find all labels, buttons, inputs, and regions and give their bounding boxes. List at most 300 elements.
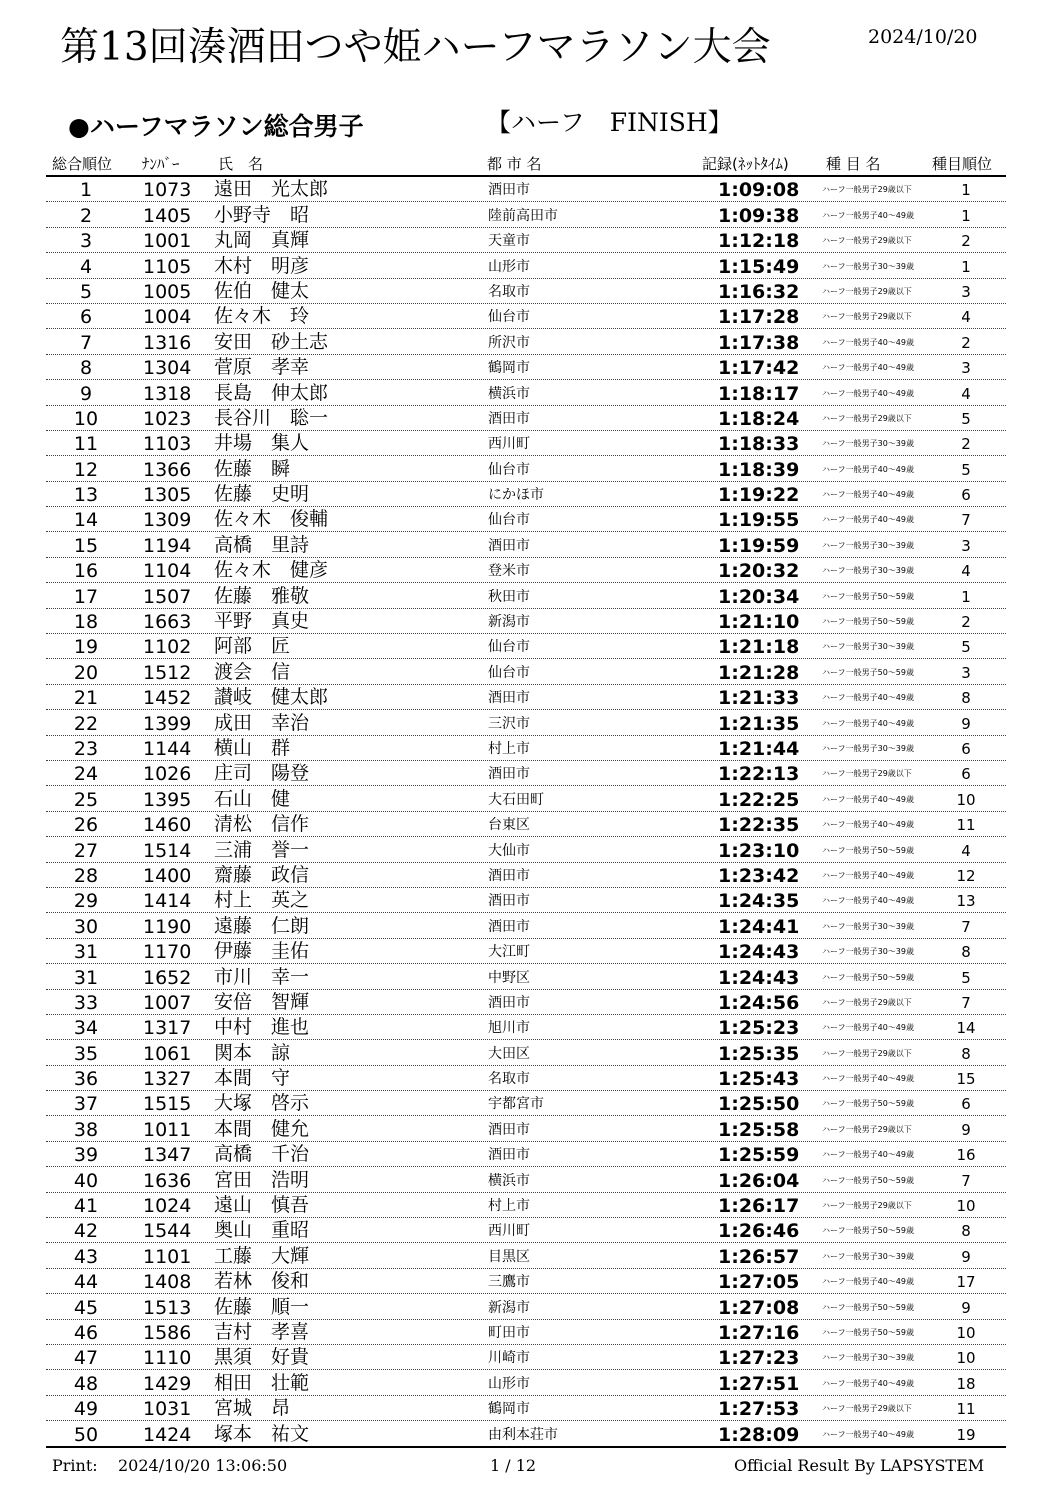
category-cell: ハーフ一般男子29歳以下 <box>822 1124 912 1134</box>
bib-cell: 1586 <box>143 1321 192 1344</box>
category-cell: ハーフ一般男子30～39歳 <box>822 642 914 652</box>
time-cell: 1:21:35 <box>718 712 800 735</box>
category-rank-cell: 5 <box>961 409 971 428</box>
category-cell: ハーフ一般男子40～49歳 <box>822 464 914 474</box>
column-header-category: 種 目 名 <box>826 155 881 173</box>
rank-cell: 50 <box>73 1423 99 1446</box>
rank-cell: 41 <box>73 1195 99 1218</box>
rank-cell: 7 <box>79 331 93 354</box>
category-rank-cell: 10 <box>956 1323 976 1342</box>
rank-cell: 10 <box>73 407 99 430</box>
category-cell: ハーフ一般男子50～59歳 <box>822 1226 914 1236</box>
table-row <box>46 304 1006 329</box>
time-cell: 1:25:23 <box>718 1017 800 1040</box>
city-cell: 名取市 <box>488 283 530 300</box>
bib-cell: 1170 <box>143 941 192 964</box>
rank-cell: 4 <box>79 255 93 278</box>
category-rank-cell: 5 <box>961 638 971 657</box>
time-cell: 1:16:32 <box>718 280 800 303</box>
table-row <box>46 228 1006 253</box>
rank-cell: 22 <box>73 712 99 735</box>
rank-cell: 36 <box>73 1068 99 1091</box>
bib-cell: 1414 <box>143 890 192 913</box>
bib-cell: 1514 <box>143 839 192 862</box>
time-cell: 1:18:24 <box>718 407 800 430</box>
category-rank-cell: 10 <box>956 1349 976 1368</box>
city-cell: 山形市 <box>488 258 530 275</box>
bib-cell: 1061 <box>143 1042 192 1065</box>
category-cell: ハーフ一般男子30～39歳 <box>822 540 914 550</box>
time-cell: 1:23:10 <box>718 839 800 862</box>
bib-cell: 1347 <box>143 1144 192 1167</box>
city-cell: 仙台市 <box>488 664 530 681</box>
city-cell: 旭川市 <box>488 1020 530 1037</box>
name-cell: 佐藤 順一 <box>214 1295 310 1318</box>
table-row <box>46 964 1006 989</box>
table-row <box>46 1218 1006 1243</box>
column-header-name: 氏 名 <box>218 155 264 173</box>
time-cell: 1:27:16 <box>718 1321 800 1344</box>
table-row <box>46 1294 1006 1319</box>
rank-cell: 6 <box>79 306 93 329</box>
table-row <box>46 786 1006 811</box>
bib-cell: 1544 <box>143 1220 192 1243</box>
city-cell: 秋田市 <box>488 588 530 605</box>
name-cell: 関本 諒 <box>214 1041 291 1064</box>
table-row <box>46 202 1006 227</box>
category-cell: ハーフ一般男子50～59歳 <box>822 617 914 627</box>
time-cell: 1:18:39 <box>718 458 800 481</box>
city-cell: 大石田町 <box>488 791 544 808</box>
category-rank-cell: 3 <box>961 663 971 682</box>
name-cell: 高橋 千治 <box>214 1143 310 1166</box>
bib-cell: 1327 <box>143 1068 192 1091</box>
time-cell: 1:22:13 <box>718 763 800 786</box>
city-cell: 大仙市 <box>488 842 530 859</box>
bib-cell: 1007 <box>143 991 192 1014</box>
category-cell: ハーフ一般男子40～49歳 <box>822 1429 914 1439</box>
rank-cell: 45 <box>73 1296 99 1319</box>
name-cell: 長島 伸太郎 <box>214 381 329 404</box>
bib-cell: 1652 <box>143 966 192 989</box>
bib-cell: 1318 <box>143 382 192 405</box>
category-rank-cell: 17 <box>956 1273 976 1292</box>
category-cell: ハーフ一般男子50～59歳 <box>822 591 914 601</box>
table-row <box>46 1320 1006 1345</box>
name-cell: 本間 健允 <box>214 1117 310 1140</box>
category-rank-cell: 3 <box>961 282 971 301</box>
table-row <box>46 685 1006 710</box>
city-cell: 仙台市 <box>488 639 530 656</box>
rank-cell: 20 <box>73 661 99 684</box>
category-rank-cell: 4 <box>961 384 971 403</box>
rank-cell: 40 <box>73 1169 99 1192</box>
name-cell: 讃岐 健太郎 <box>214 686 329 709</box>
table-row <box>46 1243 1006 1268</box>
credit: Official Result By LAPSYSTEM <box>734 1456 985 1475</box>
name-cell: 成田 幸治 <box>214 711 310 734</box>
table-row <box>46 634 1006 659</box>
city-cell: 名取市 <box>488 1071 530 1088</box>
rank-cell: 24 <box>73 763 99 786</box>
column-header-category-rank: 種目順位 <box>932 155 993 173</box>
bib-cell: 1305 <box>143 484 192 507</box>
name-cell: 市川 幸一 <box>214 965 310 988</box>
bib-cell: 1101 <box>143 1245 192 1268</box>
rank-cell: 3 <box>79 230 93 253</box>
category-cell: ハーフ一般男子50～59歳 <box>822 1302 914 1312</box>
name-cell: 小野寺 昭 <box>214 203 310 226</box>
city-cell: 天童市 <box>488 233 530 250</box>
time-cell: 1:18:33 <box>718 433 800 456</box>
time-cell: 1:27:53 <box>718 1398 800 1421</box>
name-cell: 伊藤 圭佑 <box>214 940 310 963</box>
category-rank-cell: 11 <box>956 1400 976 1419</box>
bib-cell: 1316 <box>143 331 192 354</box>
bib-cell: 1104 <box>143 560 192 583</box>
table-row <box>46 279 1006 304</box>
time-cell: 1:21:44 <box>718 737 800 760</box>
table-row <box>46 1066 1006 1091</box>
city-cell: 宇都宮市 <box>488 1096 544 1113</box>
city-cell: 目黒区 <box>488 1248 530 1265</box>
bib-cell: 1424 <box>143 1423 192 1446</box>
footer-rule <box>46 1446 1006 1448</box>
category-cell: ハーフ一般男子40～49歳 <box>822 896 914 906</box>
rank-cell: 44 <box>73 1271 99 1294</box>
time-cell: 1:24:56 <box>718 991 800 1014</box>
table-row <box>46 380 1006 405</box>
bib-cell: 1309 <box>143 509 192 532</box>
category-cell: ハーフ一般男子30～39歳 <box>822 439 914 449</box>
name-cell: 奥山 重昭 <box>214 1219 310 1242</box>
table-row <box>46 406 1006 431</box>
category-rank-cell: 4 <box>961 562 971 581</box>
time-cell: 1:24:43 <box>718 941 800 964</box>
time-cell: 1:21:28 <box>718 661 800 684</box>
category-rank-cell: 13 <box>956 892 976 911</box>
rank-cell: 19 <box>73 636 99 659</box>
time-cell: 1:24:35 <box>718 890 800 913</box>
name-cell: 高橋 里詩 <box>214 533 310 556</box>
category-rank-cell: 8 <box>961 1044 971 1063</box>
city-cell: 酒田市 <box>488 410 530 427</box>
category-rank-cell: 5 <box>961 968 971 987</box>
bib-cell: 1190 <box>143 915 192 938</box>
time-cell: 1:26:57 <box>718 1245 800 1268</box>
table-row <box>46 1269 1006 1294</box>
time-cell: 1:27:08 <box>718 1296 800 1319</box>
category-cell: ハーフ一般男子40～49歳 <box>822 515 914 525</box>
category-rank-cell: 10 <box>956 1197 976 1216</box>
category-rank-cell: 2 <box>961 232 971 251</box>
category-cell: ハーフ一般男子29歳以下 <box>822 413 912 423</box>
city-cell: 酒田市 <box>488 994 530 1011</box>
table-row <box>46 1040 1006 1065</box>
rank-cell: 46 <box>73 1321 99 1344</box>
table-row <box>46 761 1006 786</box>
name-cell: 菅原 孝幸 <box>214 356 310 379</box>
city-cell: 三沢市 <box>488 715 530 732</box>
rank-cell: 47 <box>73 1347 99 1370</box>
time-cell: 1:19:59 <box>718 534 800 557</box>
category-rank-cell: 8 <box>961 689 971 708</box>
name-cell: 大塚 啓示 <box>214 1092 310 1115</box>
city-cell: 酒田市 <box>488 537 530 554</box>
time-cell: 1:20:34 <box>718 585 800 608</box>
time-cell: 1:12:18 <box>718 230 800 253</box>
rank-cell: 37 <box>73 1093 99 1116</box>
table-row <box>46 1142 1006 1167</box>
bib-cell: 1026 <box>143 763 192 786</box>
name-cell: 佐々木 健彦 <box>214 559 329 582</box>
name-cell: 平野 真史 <box>214 610 310 633</box>
category-rank-cell: 12 <box>956 866 976 885</box>
time-cell: 1:27:23 <box>718 1347 800 1370</box>
name-cell: 中村 進也 <box>214 1016 310 1039</box>
time-cell: 1:25:50 <box>718 1093 800 1116</box>
category-cell: ハーフ一般男子30～39歳 <box>822 566 914 576</box>
category-cell: ハーフ一般男子40～49歳 <box>822 1023 914 1033</box>
category-rank-cell: 16 <box>956 1146 976 1165</box>
name-cell: 宮城 昂 <box>214 1397 291 1420</box>
time-cell: 1:26:04 <box>718 1169 800 1192</box>
time-cell: 1:27:05 <box>718 1271 800 1294</box>
name-cell: 佐伯 健太 <box>214 279 310 302</box>
table-row <box>46 736 1006 761</box>
category-cell: ハーフ一般男子30～39歳 <box>822 921 914 931</box>
rank-cell: 39 <box>73 1144 99 1167</box>
city-cell: 新潟市 <box>488 614 530 631</box>
table-row <box>46 710 1006 735</box>
time-cell: 1:17:38 <box>718 331 800 354</box>
time-cell: 1:09:08 <box>718 179 800 202</box>
name-cell: 佐々木 玲 <box>214 305 310 328</box>
column-header-rank: 総合順位 <box>52 155 113 173</box>
name-cell: 相田 壮範 <box>214 1371 310 1394</box>
bib-cell: 1023 <box>143 407 192 430</box>
city-cell: 村上市 <box>488 1198 530 1215</box>
category-rank-cell: 4 <box>961 308 971 327</box>
category-rank-cell: 15 <box>956 1070 976 1089</box>
rank-cell: 14 <box>73 509 99 532</box>
rank-cell: 26 <box>73 814 99 837</box>
time-cell: 1:23:42 <box>718 864 800 887</box>
time-cell: 1:19:22 <box>718 484 800 507</box>
rank-cell: 16 <box>73 560 99 583</box>
name-cell: 丸岡 真輝 <box>214 229 310 252</box>
table-row <box>46 456 1006 481</box>
rank-cell: 48 <box>73 1372 99 1395</box>
rank-cell: 23 <box>73 737 99 760</box>
rank-cell: 28 <box>73 864 99 887</box>
city-cell: 西川町 <box>488 436 530 453</box>
category-cell: ハーフ一般男子30～39歳 <box>822 743 914 753</box>
table-row <box>46 990 1006 1015</box>
category-rank-cell: 19 <box>956 1425 976 1444</box>
category-cell: ハーフ一般男子40～49歳 <box>822 337 914 347</box>
bib-cell: 1513 <box>143 1296 192 1319</box>
table-row <box>46 939 1006 964</box>
bib-cell: 1031 <box>143 1398 192 1421</box>
category-cell: ハーフ一般男子40～49歳 <box>822 794 914 804</box>
bib-cell: 1452 <box>143 687 192 710</box>
city-cell: にかほ市 <box>488 487 544 504</box>
category-cell: ハーフ一般男子29歳以下 <box>822 769 912 779</box>
rank-cell: 42 <box>73 1220 99 1243</box>
time-cell: 1:17:28 <box>718 306 800 329</box>
category-rank-cell: 9 <box>961 1120 971 1139</box>
rank-cell: 21 <box>73 687 99 710</box>
name-cell: 遠山 慎吾 <box>214 1194 310 1217</box>
city-cell: 陸前高田市 <box>488 207 558 224</box>
bib-cell: 1366 <box>143 458 192 481</box>
city-cell: 仙台市 <box>488 309 530 326</box>
category-rank-cell: 1 <box>961 587 971 606</box>
rank-cell: 30 <box>73 915 99 938</box>
name-cell: 長谷川 聡一 <box>214 406 329 429</box>
category-cell: ハーフ一般男子40～49歳 <box>822 388 914 398</box>
table-row <box>46 1370 1006 1395</box>
city-cell: 由利本荘市 <box>488 1426 558 1443</box>
rank-cell: 15 <box>73 534 99 557</box>
category-cell: ハーフ一般男子40～49歳 <box>822 1277 914 1287</box>
bib-cell: 1194 <box>143 534 192 557</box>
name-cell: 宮田 浩明 <box>214 1168 310 1191</box>
category-cell: ハーフ一般男子29歳以下 <box>822 185 912 195</box>
category-rank-cell: 7 <box>961 511 971 530</box>
bib-cell: 1636 <box>143 1169 192 1192</box>
category-rank-cell: 1 <box>961 257 971 276</box>
bib-cell: 1400 <box>143 864 192 887</box>
category-rank-cell: 5 <box>961 460 971 479</box>
category-rank-cell: 2 <box>961 333 971 352</box>
city-cell: 酒田市 <box>488 893 530 910</box>
name-cell: 木村 明彦 <box>214 254 310 277</box>
name-cell: 齋藤 政信 <box>214 863 310 886</box>
name-cell: 渡会 信 <box>214 660 291 683</box>
city-cell: 酒田市 <box>488 766 530 783</box>
category-cell: ハーフ一般男子40～49歳 <box>822 1378 914 1388</box>
category-cell: ハーフ一般男子40～49歳 <box>822 870 914 880</box>
rank-cell: 2 <box>79 204 93 227</box>
time-cell: 1:26:17 <box>718 1195 800 1218</box>
name-cell: 横山 群 <box>214 736 291 759</box>
rank-cell: 33 <box>73 991 99 1014</box>
column-header-bib: ﾅﾝﾊﾞｰ <box>142 155 180 173</box>
category-rank-cell: 9 <box>961 1247 971 1266</box>
category-cell: ハーフ一般男子40～49歳 <box>822 693 914 703</box>
time-cell: 1:17:42 <box>718 357 800 380</box>
time-cell: 1:22:35 <box>718 814 800 837</box>
time-cell: 1:27:51 <box>718 1372 800 1395</box>
bib-cell: 1408 <box>143 1271 192 1294</box>
category-rank-cell: 6 <box>961 765 971 784</box>
name-cell: 石山 健 <box>214 787 291 810</box>
table-row <box>46 558 1006 583</box>
category-cell: ハーフ一般男子30～39歳 <box>822 1251 914 1261</box>
category-rank-cell: 8 <box>961 1222 971 1241</box>
time-cell: 1:21:33 <box>718 687 800 710</box>
name-cell: 三浦 誉一 <box>214 838 310 861</box>
rank-cell: 34 <box>73 1017 99 1040</box>
bib-cell: 1399 <box>143 712 192 735</box>
category-cell: ハーフ一般男子40～49歳 <box>822 1074 914 1084</box>
city-cell: 大江町 <box>488 944 530 961</box>
bib-cell: 1102 <box>143 636 192 659</box>
table-row <box>46 1345 1006 1370</box>
rank-cell: 31 <box>73 966 99 989</box>
bib-cell: 1395 <box>143 788 192 811</box>
time-cell: 1:22:25 <box>718 788 800 811</box>
category-cell: ハーフ一般男子50～59歳 <box>822 667 914 677</box>
time-cell: 1:15:49 <box>718 255 800 278</box>
time-cell: 1:25:59 <box>718 1144 800 1167</box>
city-cell: 横浜市 <box>488 1172 530 1189</box>
category-cell: ハーフ一般男子40～49歳 <box>822 718 914 728</box>
city-cell: 三鷹市 <box>488 1274 530 1291</box>
table-row <box>46 355 1006 380</box>
category-rank-cell: 6 <box>961 1095 971 1114</box>
category-rank-cell: 4 <box>961 841 971 860</box>
category-rank-cell: 14 <box>956 1019 976 1038</box>
category-cell: ハーフ一般男子29歳以下 <box>822 1404 912 1414</box>
category-rank-cell: 7 <box>961 917 971 936</box>
category-cell: ハーフ一般男子50～59歳 <box>822 845 914 855</box>
category-cell: ハーフ一般男子50～59歳 <box>822 1327 914 1337</box>
bib-cell: 1110 <box>143 1347 192 1370</box>
rank-cell: 43 <box>73 1245 99 1268</box>
name-cell: 安倍 智輝 <box>214 990 310 1013</box>
table-row <box>46 431 1006 456</box>
category-cell: ハーフ一般男子29歳以下 <box>822 312 912 322</box>
city-cell: 酒田市 <box>488 867 530 884</box>
category-cell: ハーフ一般男子50～59歳 <box>822 1099 914 1109</box>
category-rank-cell: 6 <box>961 486 971 505</box>
rank-cell: 31 <box>73 941 99 964</box>
category-rank-cell: 3 <box>961 359 971 378</box>
rank-cell: 13 <box>73 484 99 507</box>
bib-cell: 1144 <box>143 737 192 760</box>
name-cell: 佐藤 史明 <box>214 483 310 506</box>
category-cell: ハーフ一般男子40～49歳 <box>822 1150 914 1160</box>
category-rank-cell: 2 <box>961 435 971 454</box>
category-rank-cell: 3 <box>961 536 971 555</box>
city-cell: 大田区 <box>488 1045 530 1062</box>
table-row <box>46 659 1006 684</box>
name-cell: 塚本 祐文 <box>214 1422 310 1445</box>
table-row <box>46 507 1006 532</box>
city-cell: 酒田市 <box>488 1147 530 1164</box>
bib-cell: 1103 <box>143 433 192 456</box>
city-cell: 川崎市 <box>488 1350 530 1367</box>
rank-cell: 17 <box>73 585 99 608</box>
name-cell: 庄司 陽登 <box>214 762 310 785</box>
rank-cell: 18 <box>73 611 99 634</box>
category-rank-cell: 2 <box>961 613 971 632</box>
table-row <box>46 482 1006 507</box>
category-rank-cell: 18 <box>956 1374 976 1393</box>
city-cell: 山形市 <box>488 1375 530 1392</box>
time-cell: 1:25:43 <box>718 1068 800 1091</box>
category-rank-cell: 7 <box>961 1171 971 1190</box>
rank-cell: 1 <box>79 179 93 202</box>
bib-cell: 1429 <box>143 1372 192 1395</box>
name-cell: 井場 集人 <box>214 432 310 455</box>
name-cell: 安田 砂土志 <box>214 330 329 353</box>
bib-cell: 1405 <box>143 204 192 227</box>
city-cell: 鶴岡市 <box>488 360 530 377</box>
